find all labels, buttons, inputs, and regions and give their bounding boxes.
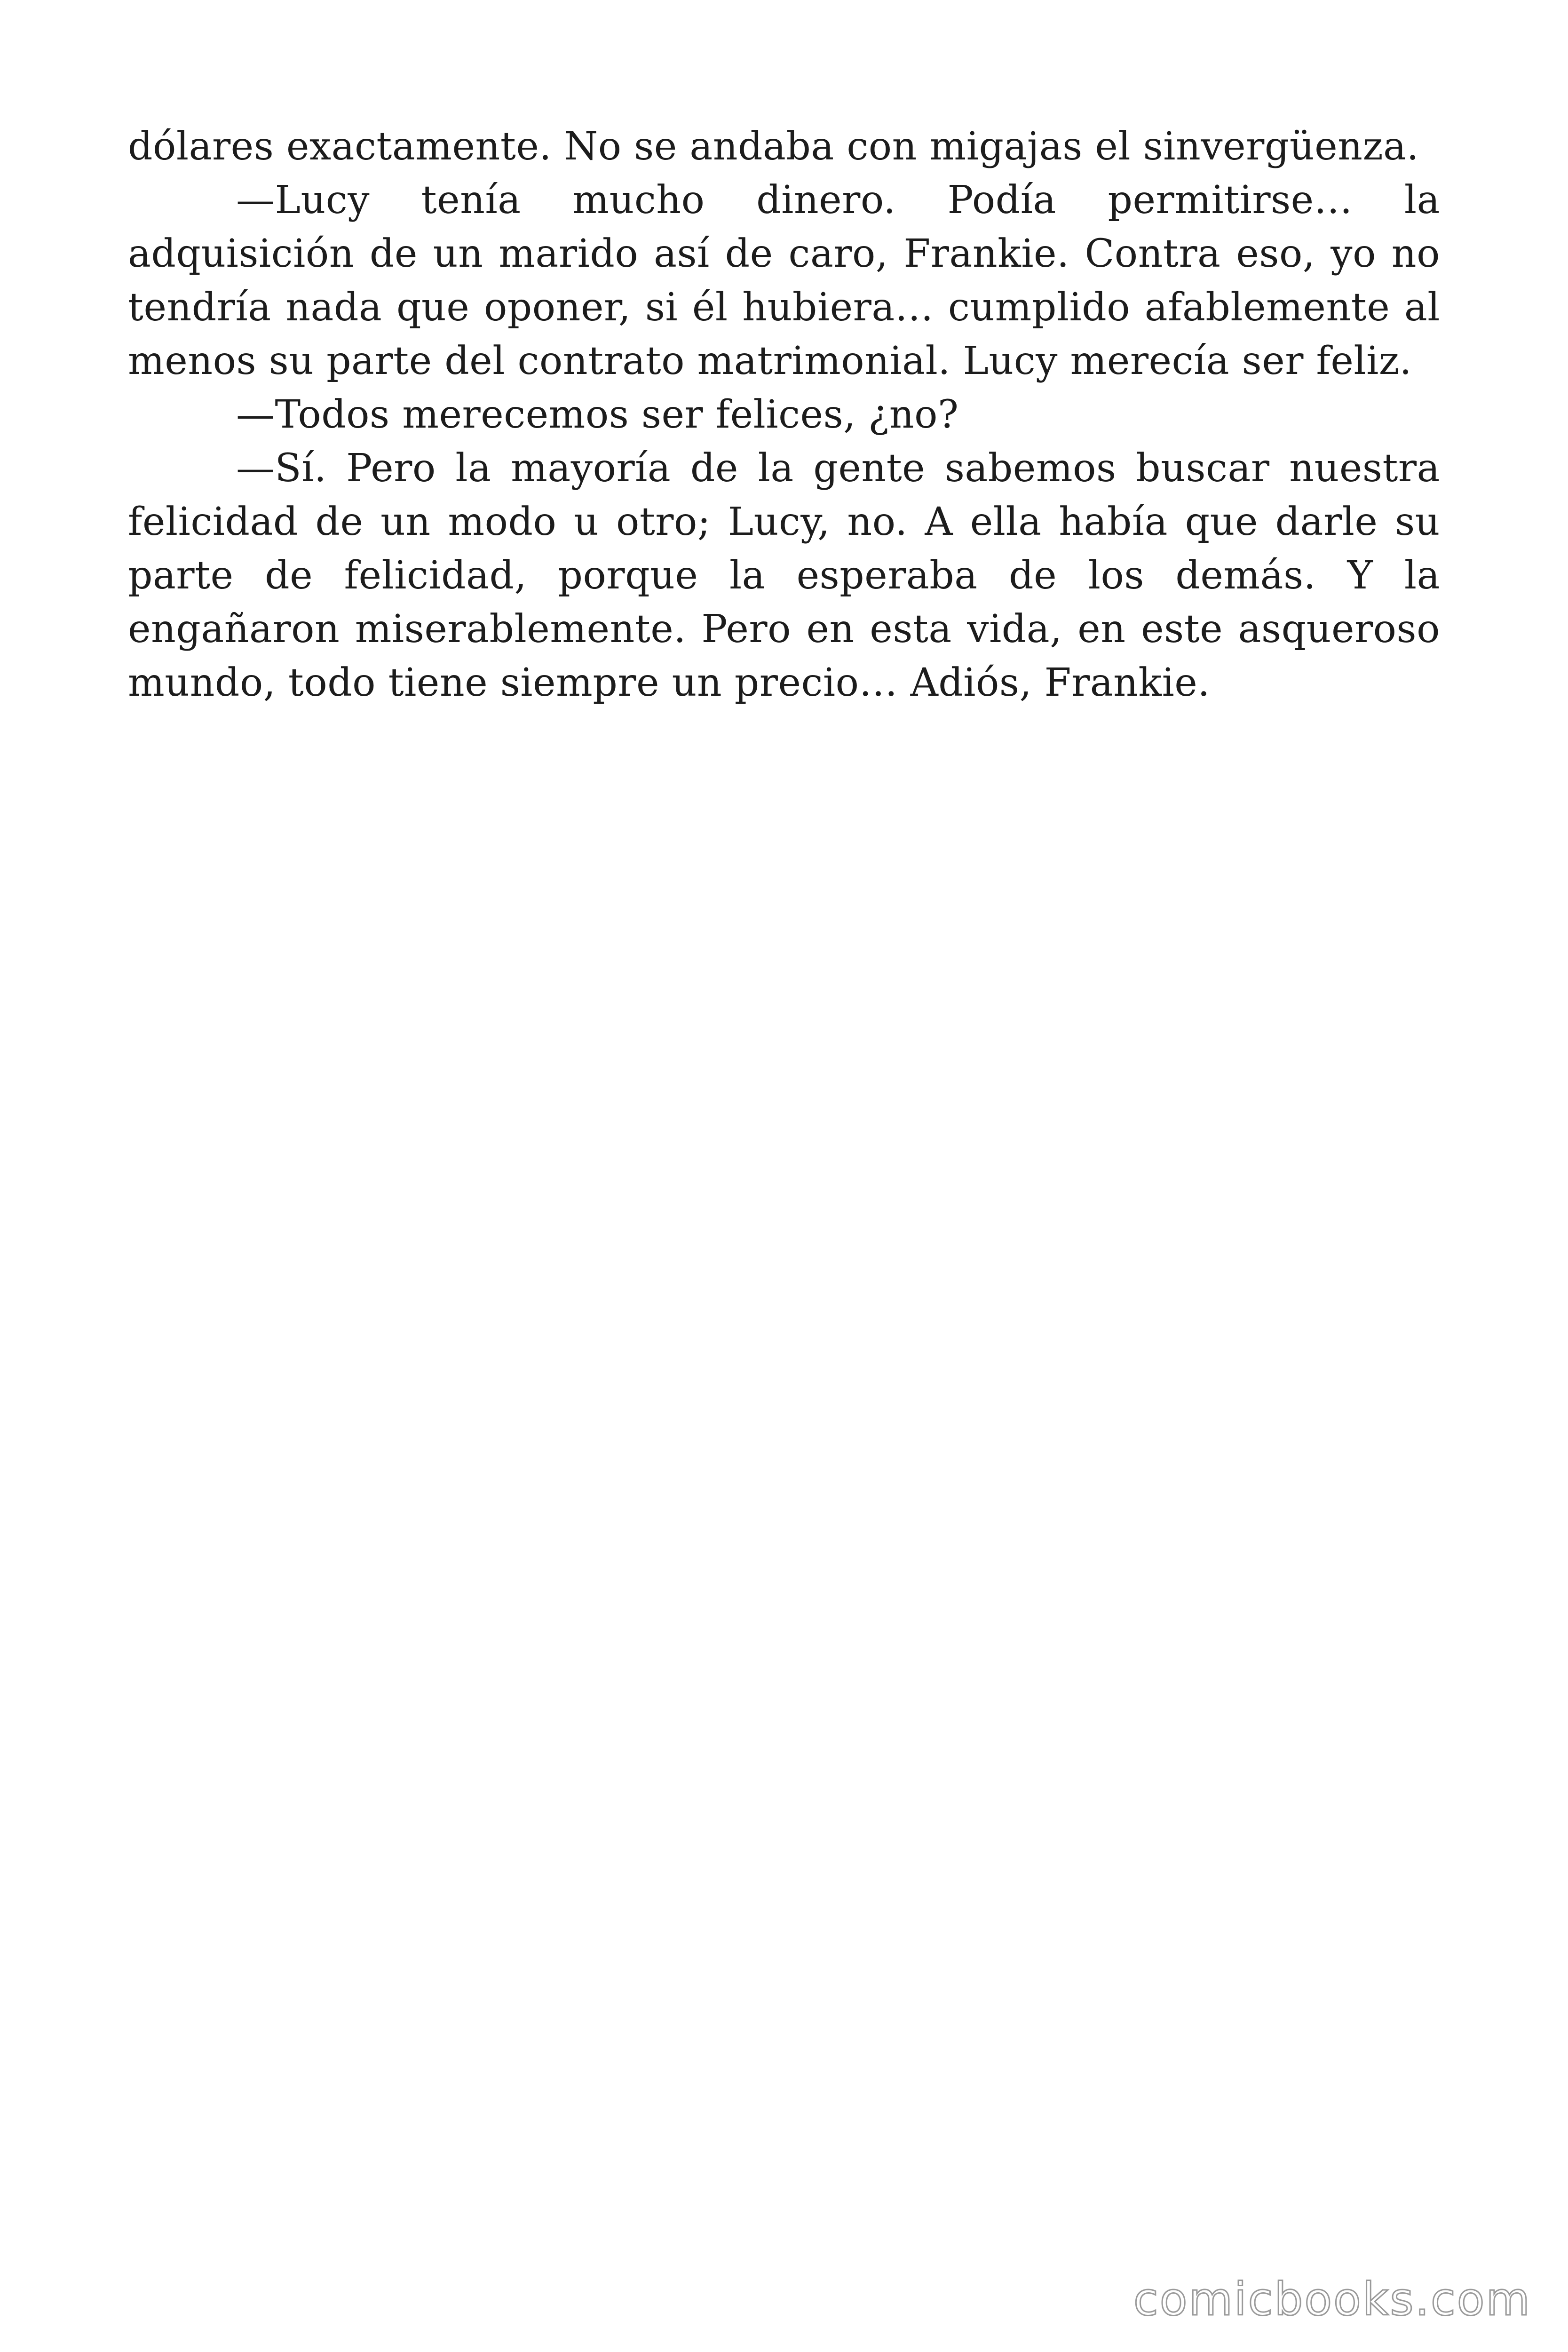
paragraph-dialogue-price: —Sí. Pero la mayoría de la gente sabemos buscar nuestra felicidad de un modo u otro; Lucy, no. A ella había que darle su parte de felicidad, porque la esperaba de los demás. Y la engañaron miserablemente. Pero en esta vida, en este asqueroso mundo, todo tiene siempre un precio… Adiós, Frankie. [128,446,1440,705]
paragraph-dialogue-lucy-money: —Lucy tenía mucho dinero. Podía permitirse… la adquisición de un marido así de caro, Frankie. Contra eso, yo no tendría nada que oponer, si él hubiera… cumplido afablemente al menos su parte del contrato matrimonial. Lucy merecía ser feliz. [128,178,1440,383]
book-page-text [128,120,1440,710]
paragraph-dialogue-everyone-happy: —Todos merecemos ser felices, ¿no? [236,392,959,437]
watermark-text: comicbooks.com [1133,2273,1531,2326]
paragraph-continuation: dólares exactamente. No se andaba con migajas el sinvergüenza. [128,124,1419,169]
